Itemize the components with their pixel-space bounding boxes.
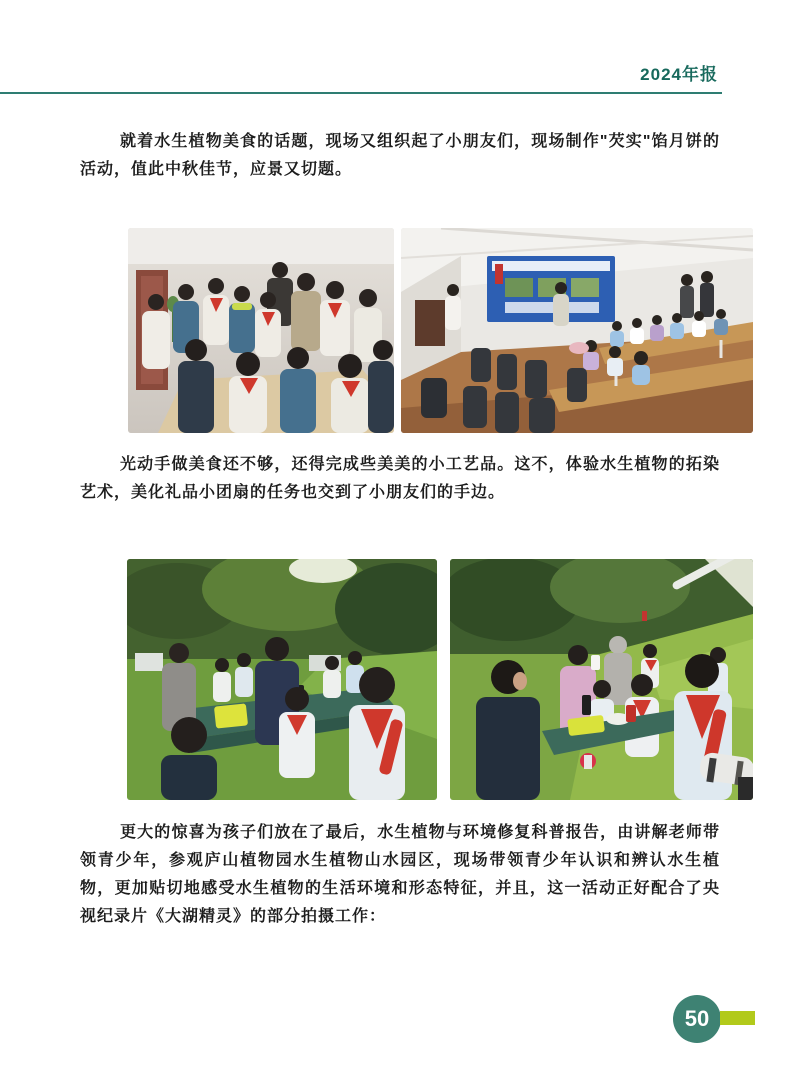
page-number-bar bbox=[720, 1011, 755, 1025]
outdoor-dye-craft-photo-right bbox=[450, 559, 753, 800]
classroom-scene-icon bbox=[128, 228, 394, 433]
page-header-title: 2024年报 bbox=[640, 65, 718, 84]
meeting-room-scene-icon bbox=[401, 228, 753, 433]
indoor-mooncake-workshop-photo bbox=[128, 228, 394, 433]
header-divider bbox=[0, 92, 722, 94]
outdoor-dye-craft-photo-left bbox=[127, 559, 437, 800]
page-number: 50 bbox=[684, 1006, 710, 1031]
page-number-badge bbox=[673, 995, 721, 1043]
paragraph-mooncake-activity: 就着水生植物美食的话题，现场又组织起了小朋友们，现场制作"芡实"馅月饼的活动，值此中秋佳节，应景又切题。 bbox=[80, 133, 720, 178]
science-lecture-classroom-photo bbox=[401, 228, 753, 433]
outdoor-craft-scene2-icon bbox=[450, 559, 753, 800]
paragraph-craft-activity: 光动手做美食还不够，还得完成些美美的小工艺品。这不，体验水生植物的拓染艺术，美化礼品小团扇的任务也交到了小朋友们的手边。 bbox=[80, 456, 720, 501]
outdoor-craft-scene-icon bbox=[127, 559, 437, 800]
paragraph-science-report: 更大的惊喜为孩子们放在了最后，水生植物与环境修复科普报告，由讲解老师带领青少年，参观庐山植物园水生植物山水园区，现场带领青少年认识和辨认水生植物，更加贴切地感受水生植物的生活环境和形态特征，并且，这一活动正好配合了央视纪录片《大湖精灵》的部分拍摄工作： bbox=[80, 824, 720, 925]
